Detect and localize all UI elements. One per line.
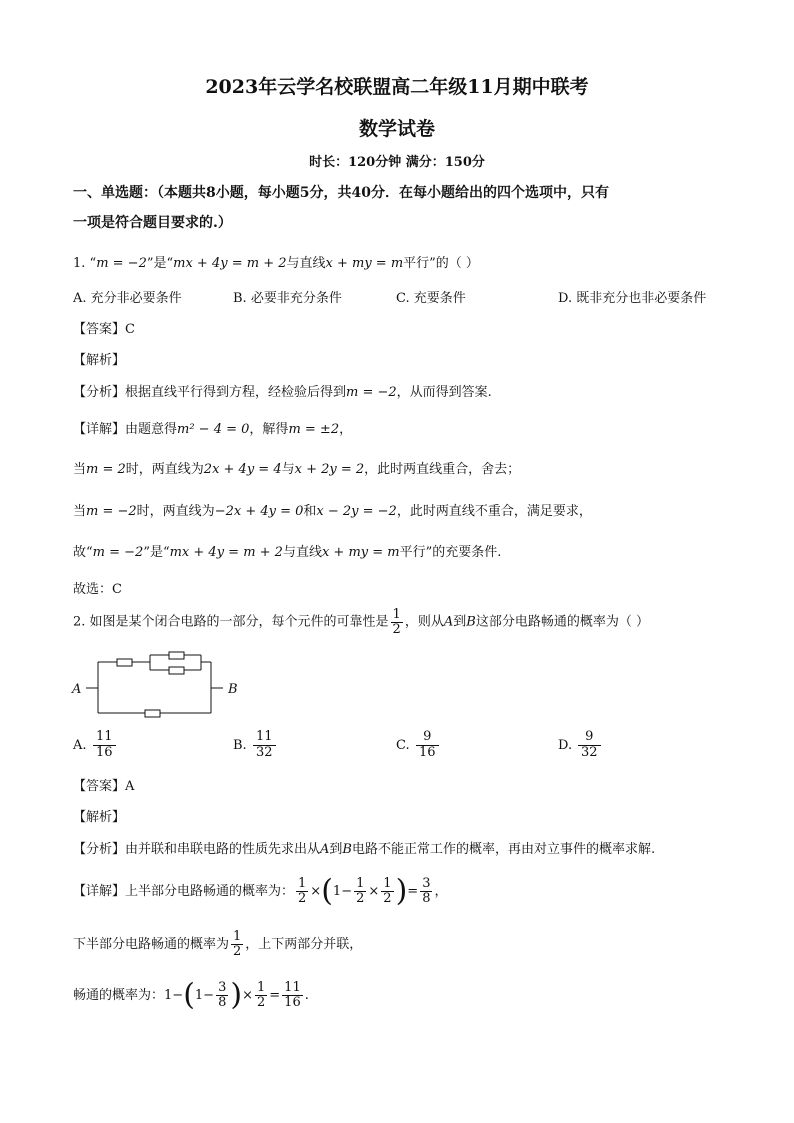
q2-fenxi-text: 电路不能正常工作的概率，再由对立事件的概率求解. <box>351 842 656 857</box>
fraction-denominator: 8 <box>218 995 227 1010</box>
operator: = <box>407 884 419 899</box>
q1-case1-text: 当 <box>73 462 87 477</box>
section-heading-line2: 一项是符合题目要求的.） <box>73 215 232 231</box>
q1-case1-text: 与 <box>281 462 295 477</box>
q2-stem-text: 到 <box>453 614 467 630</box>
fraction-numerator: 1 <box>256 980 266 996</box>
q1-case1-math: m = 2 <box>86 462 126 477</box>
q2-option-a-fraction <box>93 730 116 761</box>
fraction-numerator: 3 <box>422 876 431 892</box>
fraction <box>381 877 393 905</box>
fraction-numerator: 11 <box>253 730 276 746</box>
circuit-element-parallel-lower <box>169 667 184 674</box>
operator: 1− <box>194 988 215 1003</box>
q1-stem-text: 与直线 <box>286 256 326 271</box>
fraction-numerator: 1 <box>356 876 365 892</box>
fraction-denominator: 2 <box>392 621 401 637</box>
q1-case1-text: ，此时两直线重合，舍去； <box>364 462 521 477</box>
q2-stem-text: ，则从 <box>404 614 444 630</box>
q1-fenxi-text: 【分析】根据直线平行得到方程，经检验后得到 <box>73 385 347 400</box>
fraction-numerator: 3 <box>218 980 227 996</box>
circuit-element-bottom <box>145 710 160 717</box>
paren-left: ( <box>321 873 333 909</box>
q1-case2-math: x − 2y = −2 <box>316 504 397 519</box>
fraction-numerator: 1 <box>298 876 307 892</box>
q1-conclusion <box>73 541 501 560</box>
q1-case2-text: ，此时两直线不重合，满足要求， <box>396 504 592 519</box>
q2-option-c-letter: C. <box>396 738 410 753</box>
q1-stem-text: 1. “ <box>73 256 97 271</box>
q1-xiangjie-math: m = ±2 <box>288 422 340 437</box>
paren-left: ( <box>183 977 195 1013</box>
q1-xiangjie-math: m² − 4 = 0 <box>177 422 250 437</box>
fraction-denominator: 8 <box>422 891 431 906</box>
fraction <box>216 981 228 1009</box>
q1-case2-text: 和 <box>303 504 317 519</box>
q2-option-d-letter: D. <box>558 738 573 753</box>
q1-case2 <box>73 500 592 519</box>
q1-option-c: C. 充要条件 <box>396 291 466 306</box>
paren-right: ) <box>395 873 408 909</box>
circuit-element-parallel-upper <box>169 652 184 659</box>
q2-xiangjie-line2 <box>73 930 362 960</box>
q1-fenxi <box>73 381 492 400</box>
paren-right: ) <box>230 977 243 1013</box>
q1-conclusion-math: m = −2 <box>92 545 144 560</box>
q2-option-b-fraction <box>253 730 276 761</box>
q1-xiangjie-text: ，解得 <box>249 422 289 437</box>
q2-xiangjie-text: . <box>304 988 309 1003</box>
q2-xiangjie-line1 <box>73 872 447 912</box>
q2-xiangjie-text: ，上下两部分并联， <box>245 937 363 952</box>
circuit-label-a: A <box>72 682 82 697</box>
q1-choose: 故选：C <box>73 582 122 597</box>
q2-fenxi-math: B <box>342 842 352 857</box>
q2-stem-fraction <box>391 608 403 636</box>
fraction-numerator: 9 <box>416 730 439 746</box>
q1-conclusion-text: 与直线 <box>282 545 322 560</box>
fraction-denominator: 2 <box>383 891 392 906</box>
circuit-diagram <box>68 650 258 720</box>
q2-fenxi-math: A <box>320 842 330 857</box>
q1-case2-math: m = −2 <box>86 504 137 519</box>
fraction-numerator: 1 <box>392 607 401 622</box>
fraction-numerator: 11 <box>284 980 301 996</box>
fraction <box>296 877 308 905</box>
q2-xiangjie-line3 <box>73 976 309 1016</box>
q1-xiangjie-text: ， <box>339 422 353 437</box>
fraction-numerator: 9 <box>578 730 601 746</box>
fraction-denominator: 16 <box>96 744 113 760</box>
q1-case1-math: 2x + 4y = 4 <box>203 462 282 477</box>
fraction-denominator: 16 <box>284 995 301 1010</box>
fraction-denominator: 2 <box>298 891 307 906</box>
fraction <box>282 981 303 1009</box>
q2-stem-text: 这部分电路畅通的概率为（ ） <box>475 614 649 630</box>
q1-stem-math: x + my = m <box>325 256 404 271</box>
q1-option-a: A. 充分非必要条件 <box>73 291 182 306</box>
fraction-denominator: 2 <box>233 944 242 959</box>
q1-case2-math: −2x + 4y = 0 <box>214 504 304 519</box>
q1-stem-math: m = −2 <box>96 256 147 271</box>
fraction-denominator: 2 <box>256 995 266 1010</box>
q2-xiangjie-text: 【详解】上半部分电路畅通的概率为： <box>73 884 295 899</box>
fraction <box>231 930 243 958</box>
q1-stem-math: mx + 4y = m + 2 <box>173 256 287 271</box>
q2-stem-text: 2. 如图是某个闭合电路的一部分，每个元件的可靠性是 <box>73 614 389 630</box>
q1-fenxi-text: ，从而得到答案. <box>396 385 492 400</box>
fraction <box>255 981 267 1009</box>
q2-option-c-fraction <box>416 730 439 761</box>
circuit-label-b: B <box>228 682 238 697</box>
q2-xiangjie-text: 下半部分电路畅通的概率为 <box>73 937 230 952</box>
operator: 1− <box>332 884 353 899</box>
fraction <box>420 877 432 905</box>
fraction-numerator: 11 <box>93 730 116 746</box>
q1-stem <box>73 252 479 271</box>
operator: 1− <box>164 988 184 1003</box>
q2-option-a-letter: A. <box>73 738 87 753</box>
section-heading-line1: 一、单选题：（本题共8小题，每小题5分，共40分．在每小题给出的四个选项中，只有 <box>73 185 609 201</box>
q1-case1-math: x + 2y = 2 <box>294 462 365 477</box>
q2-xiangjie-text: ， <box>434 884 448 899</box>
q1-option-d: D. 既非充分也非必要条件 <box>558 291 707 306</box>
fraction-denominator: 32 <box>581 744 598 760</box>
circuit-element-top-series <box>117 659 132 666</box>
q2-fenxi-text: 【分析】由并联和串联电路的性质先求出从 <box>73 842 321 857</box>
fraction-denominator: 16 <box>419 744 436 760</box>
q1-case1-text: 时，两直线为 <box>125 462 204 477</box>
q1-case2-text: 当 <box>73 504 87 519</box>
q2-fenxi <box>73 838 655 857</box>
q1-answer: 【答案】C <box>73 322 135 337</box>
q2-stem-math: A <box>443 614 454 630</box>
q1-case1 <box>73 458 520 477</box>
fraction-denominator: 32 <box>256 744 273 760</box>
q2-stem-math: B <box>466 614 476 630</box>
q2-xiangjie-text: 畅通的概率为： <box>73 988 165 1003</box>
fraction-denominator: 2 <box>356 891 365 906</box>
operator: = <box>269 988 281 1003</box>
q1-conclusion-math: x + my = m <box>321 545 400 560</box>
operator: × <box>242 988 253 1003</box>
exam-title: 2023年云学名校联盟高二年级11月期中联考 <box>205 76 589 98</box>
q2-stem <box>73 608 649 636</box>
q1-conclusion-text: 故“ <box>73 545 93 560</box>
q1-conclusion-text: 平行”的充要条件. <box>399 545 502 560</box>
q1-xiangjie <box>73 418 352 437</box>
q2-answer: 【答案】A <box>73 779 135 794</box>
exam-meta: 时长：120分钟 满分：150分 <box>309 155 485 170</box>
q1-conclusion-text: ”是“ <box>143 545 170 560</box>
q1-analysis-label: 【解析】 <box>73 353 126 368</box>
q1-xiangjie-text: 【详解】由题意得 <box>73 422 178 437</box>
operator: × <box>310 884 322 899</box>
q1-stem-text: ”是“ <box>146 256 174 271</box>
q2-option-b-letter: B. <box>233 738 247 753</box>
q1-conclusion-math: mx + 4y = m + 2 <box>169 545 283 560</box>
q1-option-b: B. 必要非充分条件 <box>233 291 342 306</box>
q1-case2-text: 时，两直线为 <box>136 504 215 519</box>
q2-option-d-fraction <box>578 730 601 761</box>
q2-analysis-label: 【解析】 <box>73 810 126 825</box>
fraction-numerator: 1 <box>383 876 392 892</box>
q1-fenxi-math: m = −2 <box>346 385 397 400</box>
exam-subject: 数学试卷 <box>358 118 435 140</box>
fraction-numerator: 1 <box>233 929 242 945</box>
fraction <box>354 877 366 905</box>
q1-stem-text: 平行”的（ ） <box>403 256 479 271</box>
q2-fenxi-text: 到 <box>329 842 343 857</box>
operator: × <box>368 884 380 899</box>
